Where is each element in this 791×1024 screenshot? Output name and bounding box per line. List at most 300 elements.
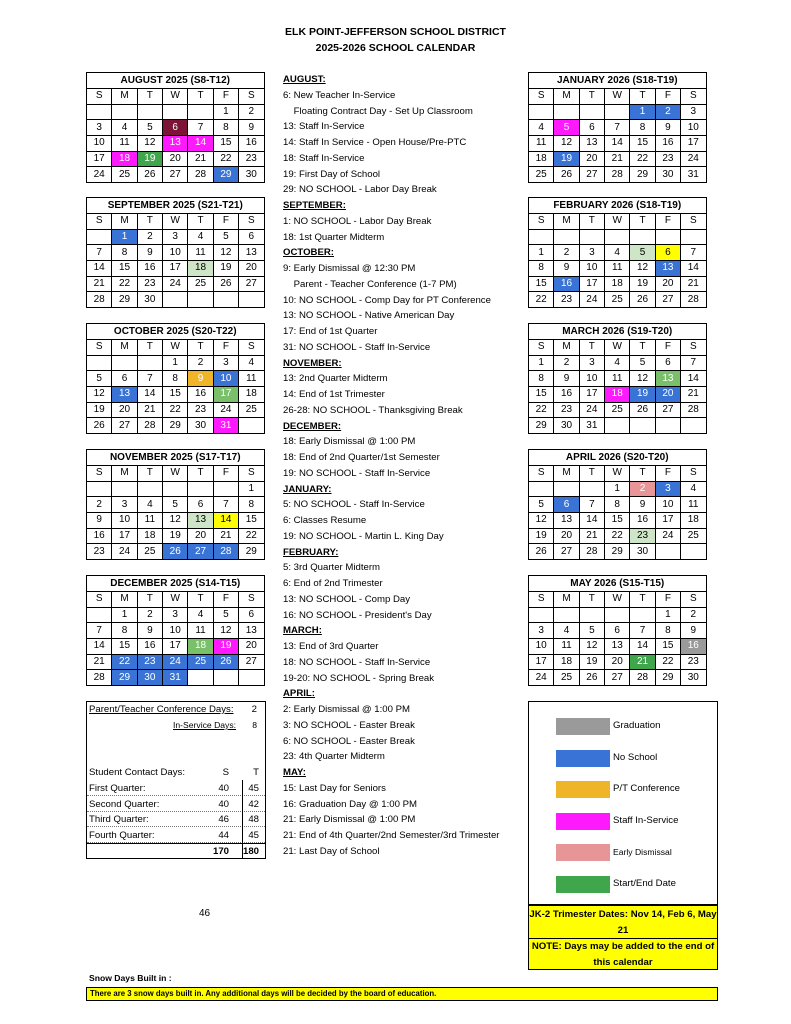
calendar-day: 3 bbox=[213, 355, 238, 371]
calendar-day: 25 bbox=[681, 528, 706, 544]
calendar-day: 14 bbox=[188, 136, 213, 152]
calendar-day bbox=[239, 292, 264, 308]
calendar-day bbox=[605, 104, 630, 120]
calendar-day: 8 bbox=[529, 371, 554, 387]
event-item: 3: NO SCHOOL - Easter Break bbox=[283, 719, 415, 731]
event-month-header: AUGUST: bbox=[283, 74, 326, 85]
calendar-day: 27 bbox=[239, 276, 264, 292]
calendar-day: 18 bbox=[681, 513, 706, 529]
event-item: 18: Early Dismissal @ 1:00 PM bbox=[283, 436, 416, 448]
quarter-t-days: 45 bbox=[248, 830, 259, 842]
calendar-day: 20 bbox=[655, 387, 680, 403]
calendar-day: 15 bbox=[529, 276, 554, 292]
calendar-day: 29 bbox=[529, 418, 554, 434]
calendar-day: 16 bbox=[137, 639, 162, 655]
calendar-day: 24 bbox=[163, 276, 188, 292]
calendar-day: 1 bbox=[630, 104, 655, 120]
total-row bbox=[87, 844, 265, 859]
quarter-s-days: 40 bbox=[218, 783, 229, 794]
calendar-day bbox=[188, 104, 213, 120]
calendar-day bbox=[554, 607, 579, 623]
calendar-day: 17 bbox=[213, 387, 238, 403]
calendar-day: 10 bbox=[213, 371, 238, 387]
weekday-header: M bbox=[112, 214, 137, 230]
weekday-header: S bbox=[239, 592, 264, 608]
weekday-header: M bbox=[554, 466, 579, 482]
month-calendar bbox=[86, 449, 265, 560]
event-item: 13: Staff In-Service bbox=[283, 121, 365, 133]
event-item: 19: NO SCHOOL - Staff In-Service bbox=[283, 467, 431, 479]
calendar-day: 28 bbox=[137, 418, 162, 434]
calendar-day: 1 bbox=[529, 355, 554, 371]
calendar-day bbox=[579, 481, 604, 497]
calendar-day: 7 bbox=[681, 355, 706, 371]
calendar-day: 4 bbox=[605, 245, 630, 261]
event-item: 18: Staff In-Service bbox=[283, 152, 365, 164]
calendar-day: 22 bbox=[112, 276, 137, 292]
event-item: 13: NO SCHOOL - Native American Day bbox=[283, 310, 455, 322]
weekday-header: T bbox=[579, 466, 604, 482]
weekday-header: S bbox=[239, 214, 264, 230]
calendar-day: 7 bbox=[87, 623, 112, 639]
event-item: 6: New Teacher In-Service bbox=[283, 89, 396, 101]
calendar-day: 18 bbox=[137, 528, 162, 544]
calendar-day: 12 bbox=[87, 387, 112, 403]
calendar-day: 9 bbox=[554, 371, 579, 387]
event-item: 19-20: NO SCHOOL - Spring Break bbox=[283, 672, 435, 684]
legend-swatch bbox=[556, 876, 610, 893]
calendar-day bbox=[188, 481, 213, 497]
weekday-header: W bbox=[163, 214, 188, 230]
calendar-day: 28 bbox=[579, 544, 604, 560]
month-calendar bbox=[86, 72, 265, 183]
event-item: 31: NO SCHOOL - Staff In-Service bbox=[283, 341, 431, 353]
calendar-day: 3 bbox=[681, 104, 706, 120]
col-s-label: S bbox=[222, 767, 229, 778]
calendar-day bbox=[112, 481, 137, 497]
calendar-day: 6 bbox=[188, 497, 213, 513]
calendar-day bbox=[112, 104, 137, 120]
calendar-day: 4 bbox=[529, 120, 554, 136]
weekday-header: T bbox=[630, 592, 655, 608]
legend-swatch bbox=[556, 844, 610, 861]
weekday-header: S bbox=[529, 340, 554, 356]
calendar-day: 22 bbox=[239, 528, 264, 544]
weekday-header: M bbox=[112, 89, 137, 105]
weekday-header: T bbox=[137, 466, 162, 482]
calendar-day: 2 bbox=[137, 229, 162, 245]
calendar-day: 4 bbox=[137, 497, 162, 513]
calendar-day: 1 bbox=[239, 481, 264, 497]
month-calendar bbox=[86, 575, 265, 686]
calendar-day: 17 bbox=[579, 387, 604, 403]
weekday-header: S bbox=[681, 466, 706, 482]
calendar-day: 29 bbox=[630, 167, 655, 183]
calendar-day: 12 bbox=[554, 136, 579, 152]
event-item: 21: Early Dismissal @ 1:00 PM bbox=[283, 814, 416, 826]
calendar-day: 2 bbox=[87, 497, 112, 513]
legend-swatch bbox=[556, 750, 610, 767]
event-item: 2: Early Dismissal @ 1:00 PM bbox=[283, 704, 411, 715]
inservice-days-label: In-Service Days: bbox=[173, 720, 237, 730]
event-item: 13: NO SCHOOL - Comp Day bbox=[283, 593, 411, 605]
calendar-day: 19 bbox=[579, 654, 604, 670]
quarter-label: Third Quarter: bbox=[89, 814, 149, 826]
calendar-day: 6 bbox=[163, 120, 188, 136]
calendar-day: 19 bbox=[630, 387, 655, 403]
calendar-day: 4 bbox=[188, 607, 213, 623]
calendar-day: 9 bbox=[630, 497, 655, 513]
calendar-day: 2 bbox=[239, 104, 264, 120]
weekday-header: W bbox=[605, 340, 630, 356]
event-item: 29: NO SCHOOL - Labor Day Break bbox=[283, 184, 437, 196]
month-calendar bbox=[528, 323, 707, 434]
calendar-day: 21 bbox=[681, 387, 706, 403]
calendar-day: 22 bbox=[112, 654, 137, 670]
calendar-day bbox=[163, 104, 188, 120]
month-title: SEPTEMBER 2025 (S21-T21) bbox=[87, 198, 265, 214]
calendar-day: 4 bbox=[188, 229, 213, 245]
calendar-day: 25 bbox=[188, 276, 213, 292]
legend-swatch bbox=[556, 781, 610, 798]
calendar-day bbox=[529, 607, 554, 623]
calendar-day: 27 bbox=[188, 544, 213, 560]
weekday-header: T bbox=[579, 89, 604, 105]
calendar-day: 19 bbox=[630, 276, 655, 292]
event-item: 18: End of 2nd Quarter/1st Semester bbox=[283, 452, 440, 463]
calendar-day: 13 bbox=[554, 513, 579, 529]
calendar-day: 15 bbox=[239, 513, 264, 529]
calendar-day: 25 bbox=[239, 402, 264, 418]
calendar-day: 15 bbox=[529, 387, 554, 403]
calendar-day: 2 bbox=[655, 104, 680, 120]
calendar-day: 8 bbox=[112, 623, 137, 639]
calendar-day: 10 bbox=[681, 120, 706, 136]
calendar-day: 4 bbox=[554, 623, 579, 639]
calendar-day: 9 bbox=[554, 261, 579, 277]
calendar-day: 25 bbox=[112, 167, 137, 183]
weekday-header: S bbox=[681, 340, 706, 356]
weekday-header: W bbox=[605, 592, 630, 608]
calendar-day: 26 bbox=[554, 167, 579, 183]
calendar-day bbox=[529, 104, 554, 120]
calendar-day: 10 bbox=[112, 513, 137, 529]
calendar-day: 14 bbox=[87, 639, 112, 655]
events-list bbox=[283, 72, 523, 860]
event-item: Parent - Teacher Conference (1-7 PM) bbox=[283, 278, 457, 290]
calendar-day bbox=[655, 229, 680, 245]
calendar-day bbox=[188, 292, 213, 308]
calendar-day: 13 bbox=[112, 387, 137, 403]
calendar-day: 5 bbox=[579, 623, 604, 639]
calendar-day: 7 bbox=[630, 623, 655, 639]
weekday-header: T bbox=[188, 214, 213, 230]
calendar-day: 24 bbox=[163, 654, 188, 670]
calendar-day: 13 bbox=[239, 245, 264, 261]
calendar-day: 23 bbox=[137, 654, 162, 670]
month-calendar bbox=[528, 575, 707, 686]
calendar-day: 24 bbox=[112, 544, 137, 560]
calendar-day: 21 bbox=[87, 276, 112, 292]
calendar-day: 28 bbox=[630, 670, 655, 686]
calendar-day: 1 bbox=[605, 481, 630, 497]
calendar-day: 30 bbox=[137, 292, 162, 308]
calendar-day: 9 bbox=[87, 513, 112, 529]
calendar-day bbox=[188, 670, 213, 686]
calendar-day: 10 bbox=[579, 261, 604, 277]
quarter-s-days: 40 bbox=[218, 798, 229, 810]
calendar-day: 15 bbox=[112, 639, 137, 655]
calendar-day: 10 bbox=[579, 371, 604, 387]
calendar-day bbox=[239, 418, 264, 434]
calendar-day: 18 bbox=[605, 276, 630, 292]
weekday-header: F bbox=[213, 89, 238, 105]
calendar-day: 18 bbox=[605, 387, 630, 403]
weekday-header: F bbox=[655, 340, 680, 356]
calendar-day bbox=[681, 229, 706, 245]
snow-days-note: There are 3 snow days built in. Any additional days will be decided by the board of education. bbox=[86, 987, 718, 1001]
event-month-header: SEPTEMBER: bbox=[283, 200, 346, 211]
calendar-day: 25 bbox=[605, 292, 630, 308]
month-title: OCTOBER 2025 (S20-T22) bbox=[87, 324, 265, 340]
calendar-day: 22 bbox=[529, 402, 554, 418]
month-calendar bbox=[86, 197, 265, 308]
calendar-day: 13 bbox=[605, 639, 630, 655]
calendar-day: 26 bbox=[630, 292, 655, 308]
calendar-day: 15 bbox=[630, 136, 655, 152]
weekday-header: F bbox=[655, 592, 680, 608]
calendar-day bbox=[213, 670, 238, 686]
calendar-day: 19 bbox=[213, 639, 238, 655]
calendar-day: 6 bbox=[112, 371, 137, 387]
calendar-day: 22 bbox=[529, 292, 554, 308]
calendar-day: 29 bbox=[655, 670, 680, 686]
calendar-day: 5 bbox=[529, 497, 554, 513]
calendar-day: 4 bbox=[239, 355, 264, 371]
calendar-day: 23 bbox=[137, 276, 162, 292]
calendar-day: 29 bbox=[213, 167, 238, 183]
calendar-day: 30 bbox=[681, 670, 706, 686]
calendar-day bbox=[554, 481, 579, 497]
calendar-day: 21 bbox=[213, 528, 238, 544]
event-item: 23: 4th Quarter Midterm bbox=[283, 751, 385, 763]
calendar-day: 19 bbox=[163, 528, 188, 544]
calendar-day: 28 bbox=[213, 544, 238, 560]
calendar-day: 24 bbox=[87, 167, 112, 183]
weekday-header: T bbox=[188, 592, 213, 608]
calendar-day bbox=[213, 292, 238, 308]
calendar-day bbox=[630, 418, 655, 434]
calendar-day: 30 bbox=[137, 670, 162, 686]
calendar-day: 8 bbox=[605, 497, 630, 513]
weekday-header: S bbox=[239, 89, 264, 105]
weekday-header: T bbox=[579, 340, 604, 356]
calendar-day: 18 bbox=[529, 151, 554, 167]
total-s: 170 bbox=[212, 846, 229, 857]
quarter-t-days: 45 bbox=[248, 783, 259, 794]
calendar-day: 3 bbox=[163, 229, 188, 245]
event-month-header: APRIL: bbox=[283, 688, 315, 700]
weekday-header: M bbox=[554, 340, 579, 356]
month-calendar bbox=[528, 72, 707, 183]
calendar-day: 16 bbox=[239, 136, 264, 152]
calendar-day: 11 bbox=[529, 136, 554, 152]
calendar-day: 23 bbox=[188, 402, 213, 418]
contact-days-header bbox=[87, 765, 265, 780]
weekday-header: S bbox=[87, 466, 112, 482]
calendar-day: 16 bbox=[681, 639, 706, 655]
calendar-day: 3 bbox=[579, 355, 604, 371]
calendar-day bbox=[87, 229, 112, 245]
weekday-header: T bbox=[630, 214, 655, 230]
calendar-day: 21 bbox=[579, 528, 604, 544]
event-item: 5: NO SCHOOL - Staff In-Service bbox=[283, 499, 425, 511]
calendar-day bbox=[87, 481, 112, 497]
event-item: Floating Contract Day - Set Up Classroom bbox=[283, 105, 473, 117]
weekday-header: S bbox=[529, 89, 554, 105]
calendar-day: 17 bbox=[529, 654, 554, 670]
event-month-header: FEBRUARY: bbox=[283, 546, 339, 558]
calendar-day: 27 bbox=[239, 654, 264, 670]
calendar-day: 14 bbox=[579, 513, 604, 529]
weekday-header: W bbox=[163, 89, 188, 105]
calendar-day: 2 bbox=[137, 607, 162, 623]
calendar-day: 6 bbox=[655, 245, 680, 261]
calendar-day: 31 bbox=[163, 670, 188, 686]
calendar-day: 13 bbox=[163, 136, 188, 152]
days-added-note: NOTE: Days may be added to the end of this calendar bbox=[528, 938, 718, 970]
calendar-day: 21 bbox=[137, 402, 162, 418]
calendar-day: 30 bbox=[239, 167, 264, 183]
month-title: MARCH 2026 (S19-T20) bbox=[529, 324, 707, 340]
calendar-day bbox=[681, 544, 706, 560]
weekday-header: M bbox=[554, 592, 579, 608]
legend-label: Graduation bbox=[613, 720, 661, 731]
calendar-day: 29 bbox=[239, 544, 264, 560]
calendar-day: 4 bbox=[605, 355, 630, 371]
calendar-day: 3 bbox=[112, 497, 137, 513]
weekday-header: W bbox=[163, 592, 188, 608]
calendar-day: 20 bbox=[239, 261, 264, 277]
contact-days-label: Student Contact Days: bbox=[89, 767, 185, 778]
calendar-day: 13 bbox=[579, 136, 604, 152]
calendar-day: 11 bbox=[605, 371, 630, 387]
calendar-day: 7 bbox=[87, 245, 112, 261]
calendar-day: 27 bbox=[112, 418, 137, 434]
weekday-header: T bbox=[630, 89, 655, 105]
calendar-day bbox=[239, 670, 264, 686]
calendar-day: 23 bbox=[655, 151, 680, 167]
weekday-header: S bbox=[681, 592, 706, 608]
calendar-day: 6 bbox=[579, 120, 604, 136]
month-title: DECEMBER 2025 (S14-T15) bbox=[87, 576, 265, 592]
month-title: FEBRUARY 2026 (S18-T19) bbox=[529, 198, 707, 214]
calendar-day bbox=[112, 355, 137, 371]
weekday-header: W bbox=[163, 466, 188, 482]
calendar-day: 30 bbox=[630, 544, 655, 560]
calendar-day: 28 bbox=[605, 167, 630, 183]
calendar-day: 25 bbox=[554, 670, 579, 686]
event-item: 16: Graduation Day @ 1:00 PM bbox=[283, 798, 417, 810]
calendar-day: 7 bbox=[605, 120, 630, 136]
calendar-day: 15 bbox=[213, 136, 238, 152]
calendar-day: 22 bbox=[630, 151, 655, 167]
col-t-label: T bbox=[253, 767, 259, 778]
calendar-day: 23 bbox=[554, 292, 579, 308]
calendar-day: 8 bbox=[239, 497, 264, 513]
calendar-day: 17 bbox=[681, 136, 706, 152]
calendar-day: 27 bbox=[579, 167, 604, 183]
calendar-day: 29 bbox=[112, 670, 137, 686]
calendar-day bbox=[163, 292, 188, 308]
calendar-day: 24 bbox=[579, 402, 604, 418]
calendar-day bbox=[554, 229, 579, 245]
calendar-day: 8 bbox=[213, 120, 238, 136]
calendar-day: 8 bbox=[655, 623, 680, 639]
trimester-note: JK-2 Trimester Dates: Nov 14, Feb 6, May 21 bbox=[528, 905, 718, 939]
weekday-header: S bbox=[87, 592, 112, 608]
calendar-day: 18 bbox=[112, 151, 137, 167]
calendar-day: 5 bbox=[630, 245, 655, 261]
calendar-day: 12 bbox=[630, 371, 655, 387]
calendar-day bbox=[137, 355, 162, 371]
calendar-day: 5 bbox=[213, 229, 238, 245]
calendar-day: 19 bbox=[529, 528, 554, 544]
calendar-day: 5 bbox=[137, 120, 162, 136]
calendar-day: 10 bbox=[163, 623, 188, 639]
calendar-day: 31 bbox=[579, 418, 604, 434]
calendar-day: 11 bbox=[554, 639, 579, 655]
inservice-days-value: 8 bbox=[252, 720, 257, 730]
district-title: ELK POINT-JEFFERSON SCHOOL DISTRICT bbox=[285, 26, 506, 38]
calendar-day: 20 bbox=[554, 528, 579, 544]
calendar-day: 16 bbox=[137, 261, 162, 277]
calendar-day: 18 bbox=[188, 639, 213, 655]
legend-label: Staff In-Service bbox=[613, 814, 679, 826]
event-item: 9: Early Dismissal @ 12:30 PM bbox=[283, 263, 416, 274]
quarter-s-days: 44 bbox=[218, 830, 229, 842]
calendar-day: 23 bbox=[87, 544, 112, 560]
weekday-header: T bbox=[137, 214, 162, 230]
quarter-t-days: 48 bbox=[248, 814, 259, 826]
quarter-t-days: 42 bbox=[248, 798, 259, 810]
month-title: MAY 2026 (S15-T15) bbox=[529, 576, 707, 592]
calendar-day: 10 bbox=[655, 497, 680, 513]
calendar-day: 7 bbox=[137, 371, 162, 387]
calendar-day: 25 bbox=[605, 402, 630, 418]
calendar-day: 23 bbox=[681, 654, 706, 670]
month-title: AUGUST 2025 (S8-T12) bbox=[87, 73, 265, 89]
month-calendar bbox=[528, 449, 707, 560]
calendar-day: 15 bbox=[605, 513, 630, 529]
event-month-header: OCTOBER: bbox=[283, 247, 334, 259]
calendar-day bbox=[630, 229, 655, 245]
calendar-day: 26 bbox=[630, 402, 655, 418]
month-title: JANUARY 2026 (S18-T19) bbox=[529, 73, 707, 89]
calendar-day: 3 bbox=[579, 245, 604, 261]
weekday-header: T bbox=[137, 89, 162, 105]
legend-swatch bbox=[556, 718, 610, 735]
calendar-day: 1 bbox=[112, 607, 137, 623]
calendar-day: 1 bbox=[529, 245, 554, 261]
calendar-day: 2 bbox=[554, 355, 579, 371]
calendar-day: 16 bbox=[630, 513, 655, 529]
calendar-day: 10 bbox=[163, 245, 188, 261]
event-item: 18: 1st Quarter Midterm bbox=[283, 231, 385, 243]
quarter-s-days: 46 bbox=[218, 814, 229, 826]
weekday-header: W bbox=[605, 89, 630, 105]
calendar-day: 25 bbox=[137, 544, 162, 560]
